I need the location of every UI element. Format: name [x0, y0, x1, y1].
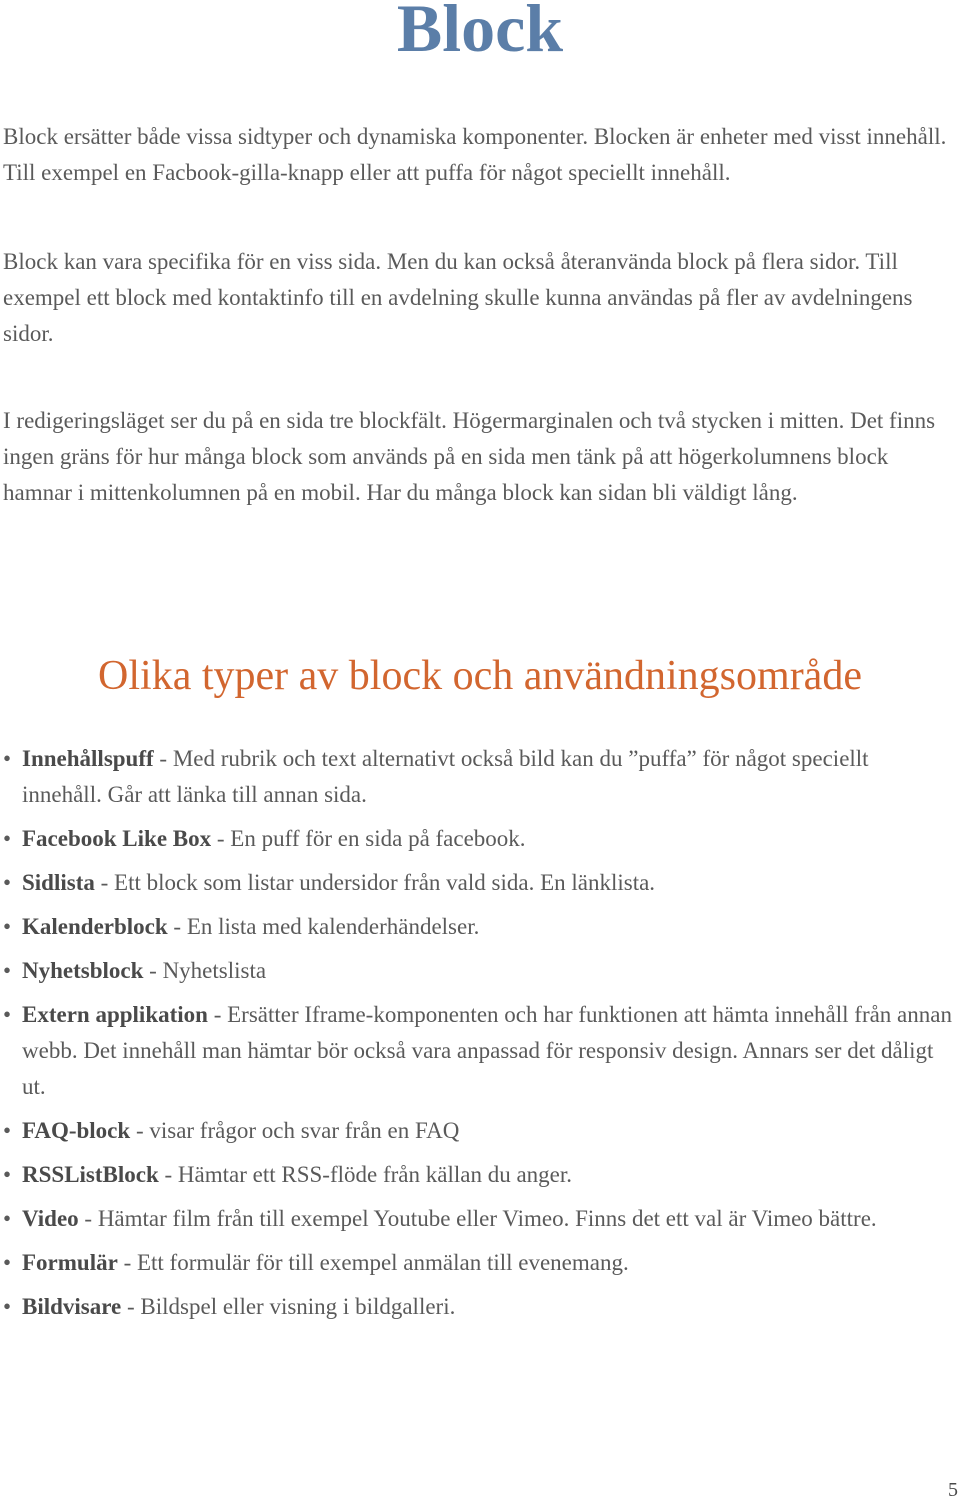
bullet-icon: • [3, 746, 12, 771]
bullet-icon: • [3, 1118, 12, 1143]
block-type-description: - En puff för en sida på facebook. [211, 826, 526, 851]
page-number: 5 [948, 1479, 958, 1501]
list-item [0, 953, 952, 989]
block-type-description: - Bildspel eller visning i bildgalleri. [121, 1294, 456, 1319]
block-type-name: Bildvisare [22, 1294, 122, 1319]
block-type-name: Extern applikation [22, 1002, 208, 1027]
bullet-icon: • [3, 1206, 12, 1231]
block-type-description: - Ett formulär för till exempel anmälan till evenemang. [117, 1250, 629, 1275]
block-type-description: - Ersätter Iframe-komponenten och har funktionen att hämta innehåll från annan webb. Det innehåll man hämtar bör också vara anpassad för responsiv design. Annars ser det dåligt ut. [22, 1002, 952, 1099]
block-type-description: - Med rubrik och text alternativt också bild kan du ”puffa” för något speciellt innehåll. Går att länka till annan sida. [22, 746, 869, 807]
block-type-name: Kalenderblock [22, 914, 168, 939]
list-item [0, 741, 952, 813]
bullet-icon: • [3, 1250, 12, 1275]
bullet-icon: • [3, 1162, 12, 1187]
block-type-description: - En lista med kalenderhändelser. [167, 914, 480, 939]
page-title: Block [396, 0, 564, 66]
block-type-name: Sidlista [22, 870, 95, 895]
reuse-paragraph: Block kan vara specifika för en viss sida. Men du kan också återanvända block på flera sidor. Till exempel ett block med kontaktinfo till en avdelning skulle kunna användas på fler av avdelningens sidor. [3, 249, 913, 346]
list-item [0, 1289, 952, 1325]
block-types-list [0, 741, 960, 1333]
bullet-icon: • [3, 826, 12, 851]
list-item [0, 821, 952, 857]
block-type-name: Facebook Like Box [22, 826, 212, 851]
block-type-name: Nyhetsblock [22, 958, 144, 983]
bullet-icon: • [3, 958, 12, 983]
block-type-description: - visar frågor och svar från en FAQ [130, 1118, 460, 1143]
block-type-name: Innehållspuff [22, 746, 154, 771]
bullet-icon: • [3, 870, 12, 895]
intro-paragraph: Block ersätter både vissa sidtyper och dynamiska komponenter. Blocken är enheter med visst innehåll. Till exempel en Facbook-gilla-knapp eller att puffa för något speciellt innehåll. [3, 124, 947, 185]
block-type-name: FAQ-block [22, 1118, 131, 1143]
block-type-description: - Ett block som listar undersidor från vald sida. En länklista. [94, 870, 656, 895]
list-item [0, 1157, 952, 1193]
block-type-description: - Hämtar film från till exempel Youtube eller Vimeo. Finns det ett val är Vimeo bättre. [78, 1206, 877, 1231]
list-item [0, 997, 952, 1105]
block-type-name: Video [22, 1206, 79, 1231]
list-item [0, 1113, 952, 1149]
block-type-name: Formulär [22, 1250, 118, 1275]
block-type-description: - Nyhetslista [143, 958, 267, 983]
list-item [0, 1201, 952, 1237]
section-heading: Olika typer av block och användningsområde [98, 653, 862, 699]
edit-mode-paragraph: I redigeringsläget ser du på en sida tre blockfält. Högermarginalen och två stycken i mitten. Det finns ingen gräns för hur många block som används på en sida men tänk på att högerkolumnens block hamnar i mittenkolumnen på en mobil. Har du många block kan sidan bli väldigt lång. [3, 408, 936, 505]
block-type-name: RSSListBlock [22, 1162, 159, 1187]
block-type-description: - Hämtar ett RSS-flöde från källan du anger. [158, 1162, 573, 1187]
bullet-icon: • [3, 1294, 12, 1319]
bullet-icon: • [3, 1002, 12, 1027]
list-item [0, 909, 952, 945]
list-item [0, 865, 952, 901]
list-item [0, 1245, 952, 1281]
bullet-icon: • [3, 914, 12, 939]
